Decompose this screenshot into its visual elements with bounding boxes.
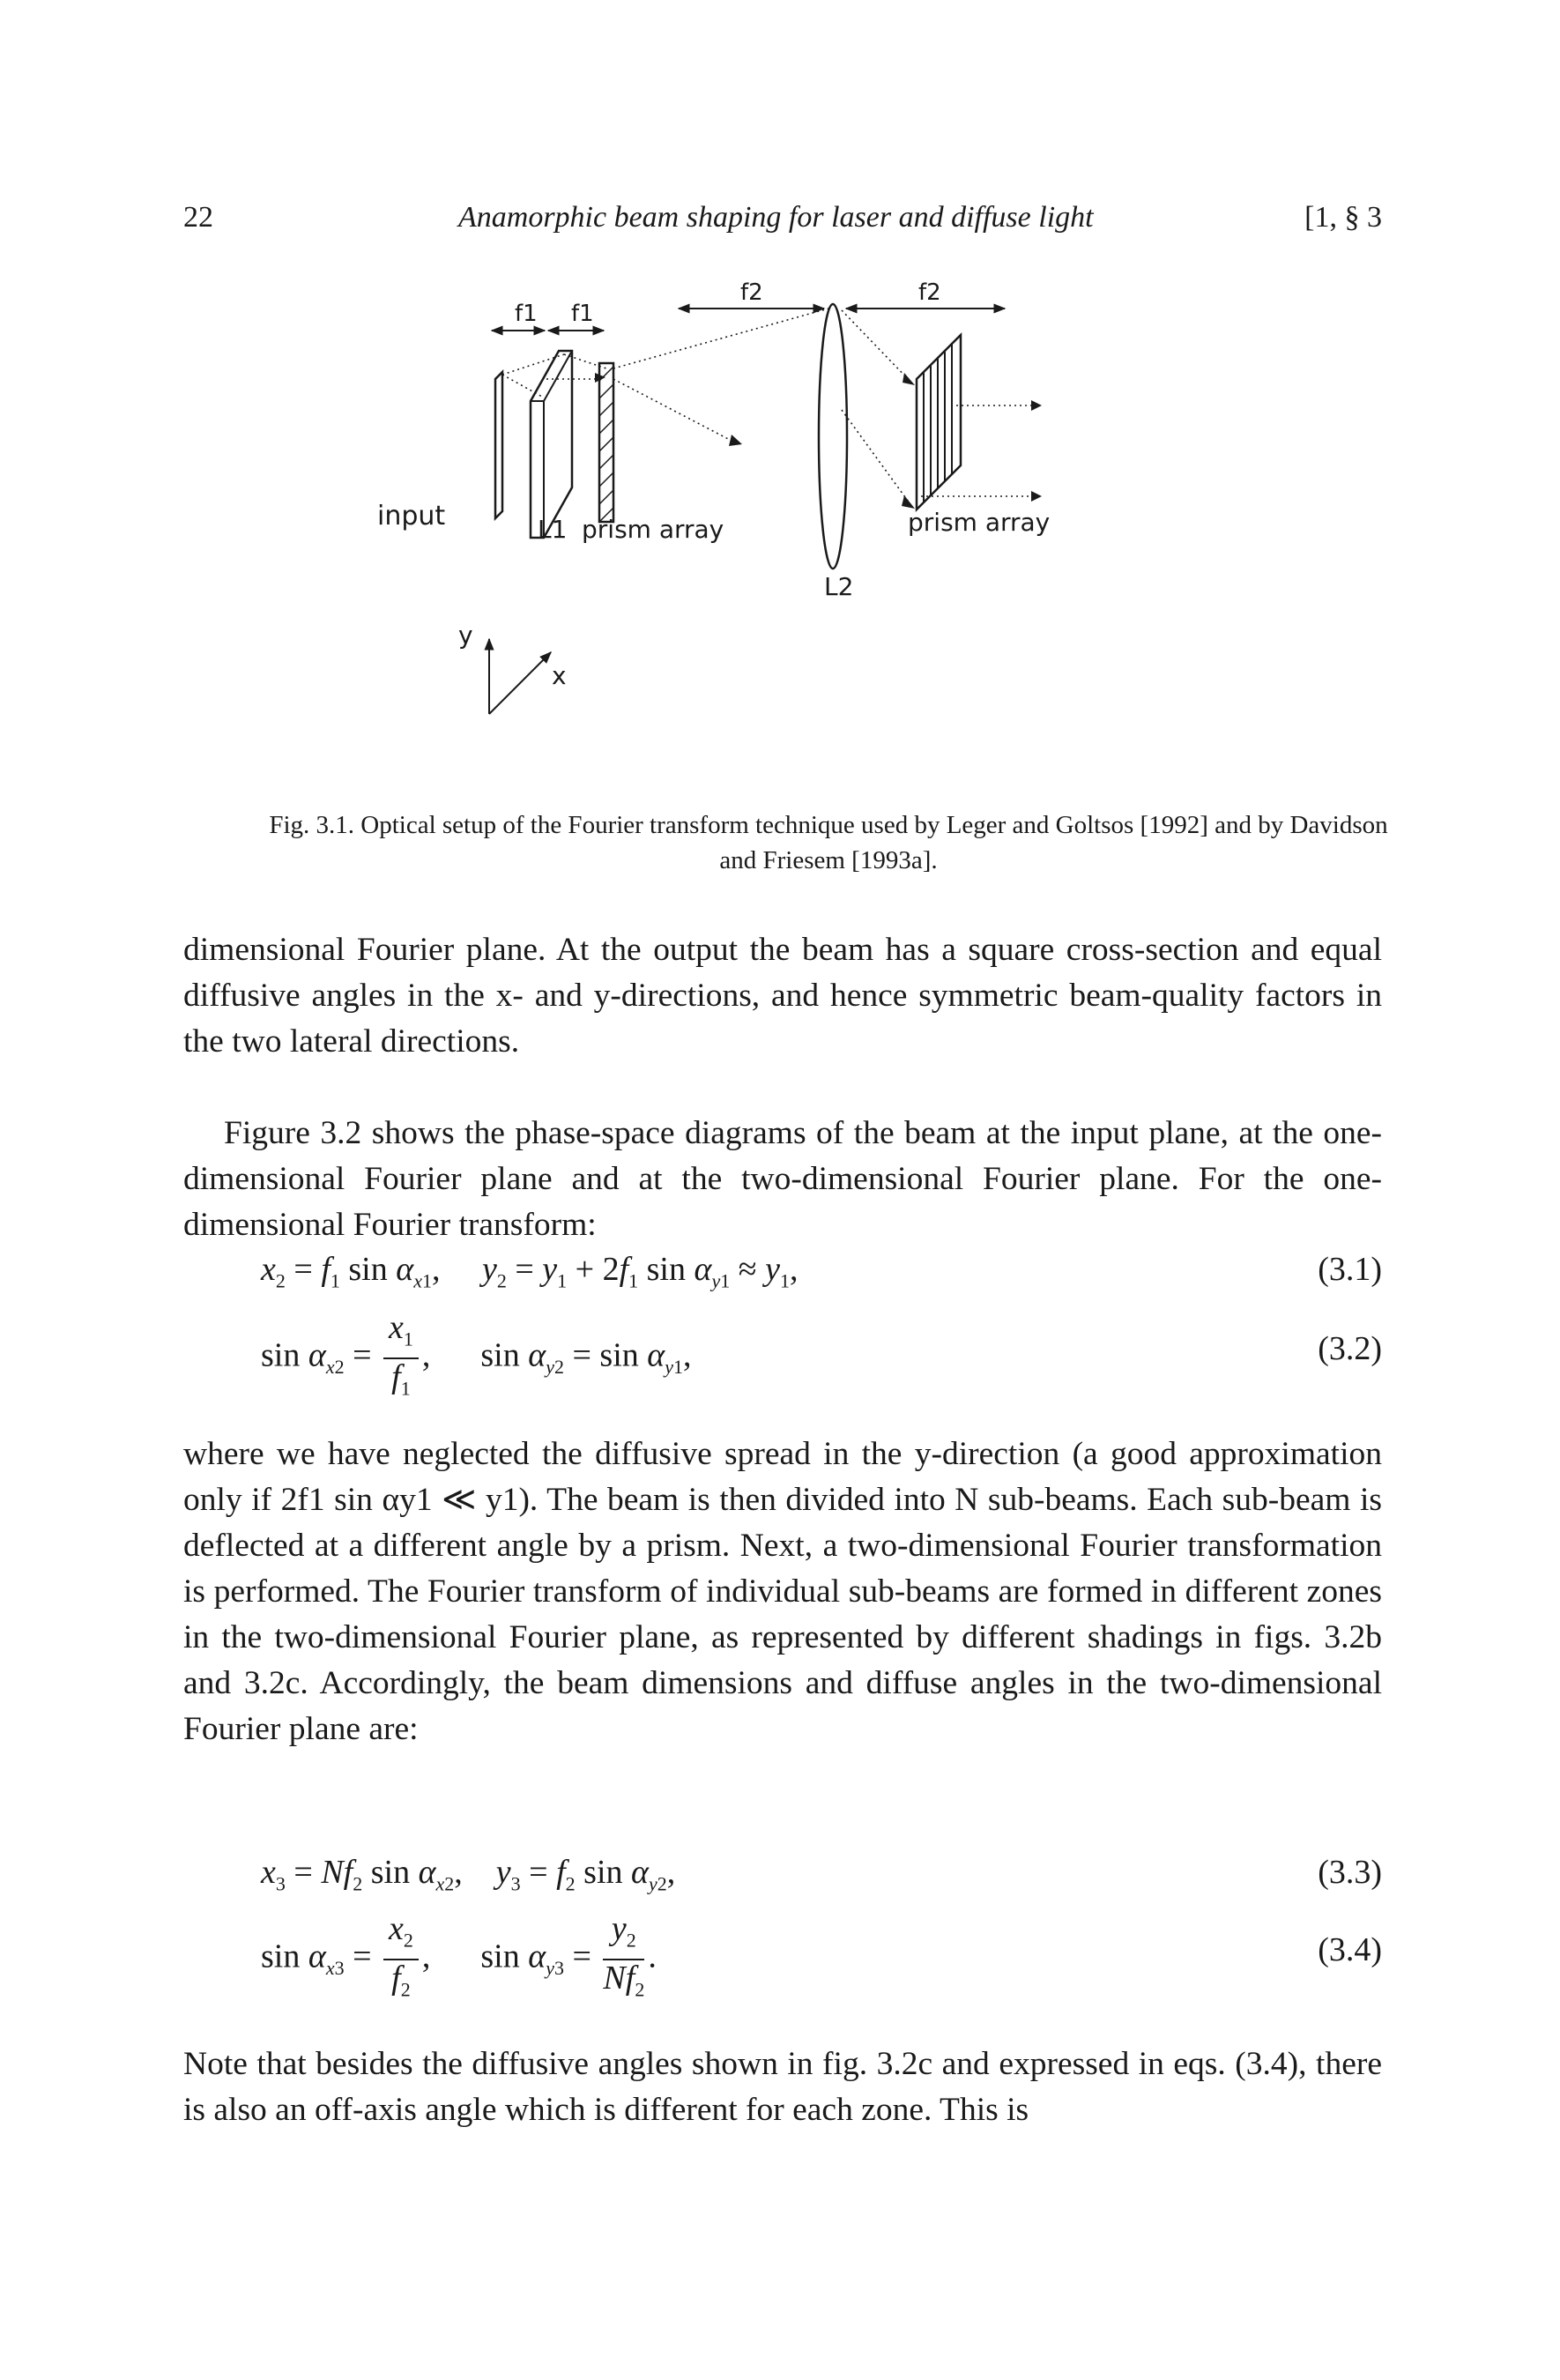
dim-label-f2b: f2 [918, 279, 941, 306]
label-l1: L1 [538, 515, 568, 544]
equation-number: (3.3) [1318, 1854, 1382, 1891]
prism-array-1 [599, 363, 613, 522]
paragraph-4 [183, 2042, 1382, 2133]
lens-l2 [819, 304, 847, 569]
equation-body: $x_2 = f_1$ $\sin \alpha_{x1}$, $y_2 = y_1 + 2f_1$ $\sin \alpha_{y1} \approx y_1$, [261, 1251, 799, 1292]
equation-number: (3.1) [1318, 1251, 1382, 1288]
optical-setup-diagram [377, 279, 1199, 802]
equation-body: $x_3 = Nf_2$ $\sin \alpha_{x2}$, $y_3 = f_2$ $\sin \alpha_{y2}$, [261, 1854, 676, 1895]
label-y-axis: y [458, 621, 473, 650]
equation-number: (3.2) [1318, 1330, 1382, 1367]
equation-3-2 [183, 1310, 1382, 1398]
paragraph-text: Figure 3.2 shows the phase-space diagrams of the beam at the input plane, at the one-dimensional Fourier plane and at the two-dimensional Fourier plane. For the one-dimensional Fourier transform: [183, 1115, 1382, 1243]
figure-optical-setup [377, 279, 1199, 802]
figure-caption: Fig. 3.1. Optical setup of the Fourier transform technique used by Leger and Goltsos [1992] and by Davidson and Friesem [1993a]. [269, 811, 1388, 874]
label-input: input [377, 501, 446, 532]
equation-3-1 [183, 1250, 1382, 1303]
label-x-axis: x [552, 661, 567, 690]
equation-3-3 [183, 1853, 1382, 1906]
paragraph-text: Note that besides the diffusive angles shown in fig. 3.2c and expressed in eqs. (3.4), there is also an off-axis angle which is different for each zone. This is [183, 2046, 1382, 2128]
equation-body: $\sin \alpha_{x2}$ = $\frac{x_1}{f_1}$ , $\sin \alpha_{y2} = \sin \alpha_{y1}$, [261, 1309, 692, 1400]
equation-number: (3.4) [1318, 1931, 1382, 1968]
paragraph-text: where we have neglected the diffusive spread in the y-direction (a good approximation only if 2f1 sin αy1 ≪ y1). The beam is then divided into N sub-beams. Each sub-beam is deflected at a different angle by a prism. Next, a two-dimensional Fourier transformation is performed. The Fourier transform of individual sub-beams are formed in different zones in the two-dimensional Fourier plane, as represented by different shadings in figs. 3.2b and 3.2c. Accordingly, the beam dimensions and diffuse angles in the two-dimensional Fourier plane are: [183, 1436, 1382, 1747]
paragraph-3 [183, 1432, 1382, 1752]
label-l2: L2 [824, 572, 854, 601]
paragraph-2 [183, 1111, 1382, 1248]
equation-body: $\sin \alpha_{x3}$ = $\frac{x_2}{f_2}$ , $\sin \alpha_{y3}$ = $\frac{y_2}{Nf_2}$ . [261, 1910, 657, 2001]
dim-label-f1a: f1 [515, 301, 538, 327]
paragraph-text: dimensional Fourier plane. At the output the beam has a square cross-section and equal diffusive angles in the x- and y-directions, and hence symmetric beam-quality factors in the two lateral directions. [183, 932, 1382, 1060]
running-title: Anamorphic beam shaping for laser and diffuse light [458, 201, 1094, 234]
coordinate-axes [458, 621, 567, 714]
input-slit [495, 372, 502, 518]
page-number: 22 [183, 201, 213, 234]
section-marker: [1, § 3 [1304, 201, 1382, 234]
cylindrical-lens-l1 [531, 351, 572, 538]
dim-label-f2a: f2 [740, 279, 763, 306]
page-header [183, 201, 1382, 245]
paragraph-1 [183, 927, 1382, 1065]
prism-array-2 [917, 335, 961, 509]
dim-label-f1b: f1 [571, 301, 594, 327]
label-prism-array-1: prism array [582, 515, 724, 544]
equation-3-4 [183, 1911, 1382, 1999]
label-prism-array-2: prism array [908, 508, 1051, 537]
